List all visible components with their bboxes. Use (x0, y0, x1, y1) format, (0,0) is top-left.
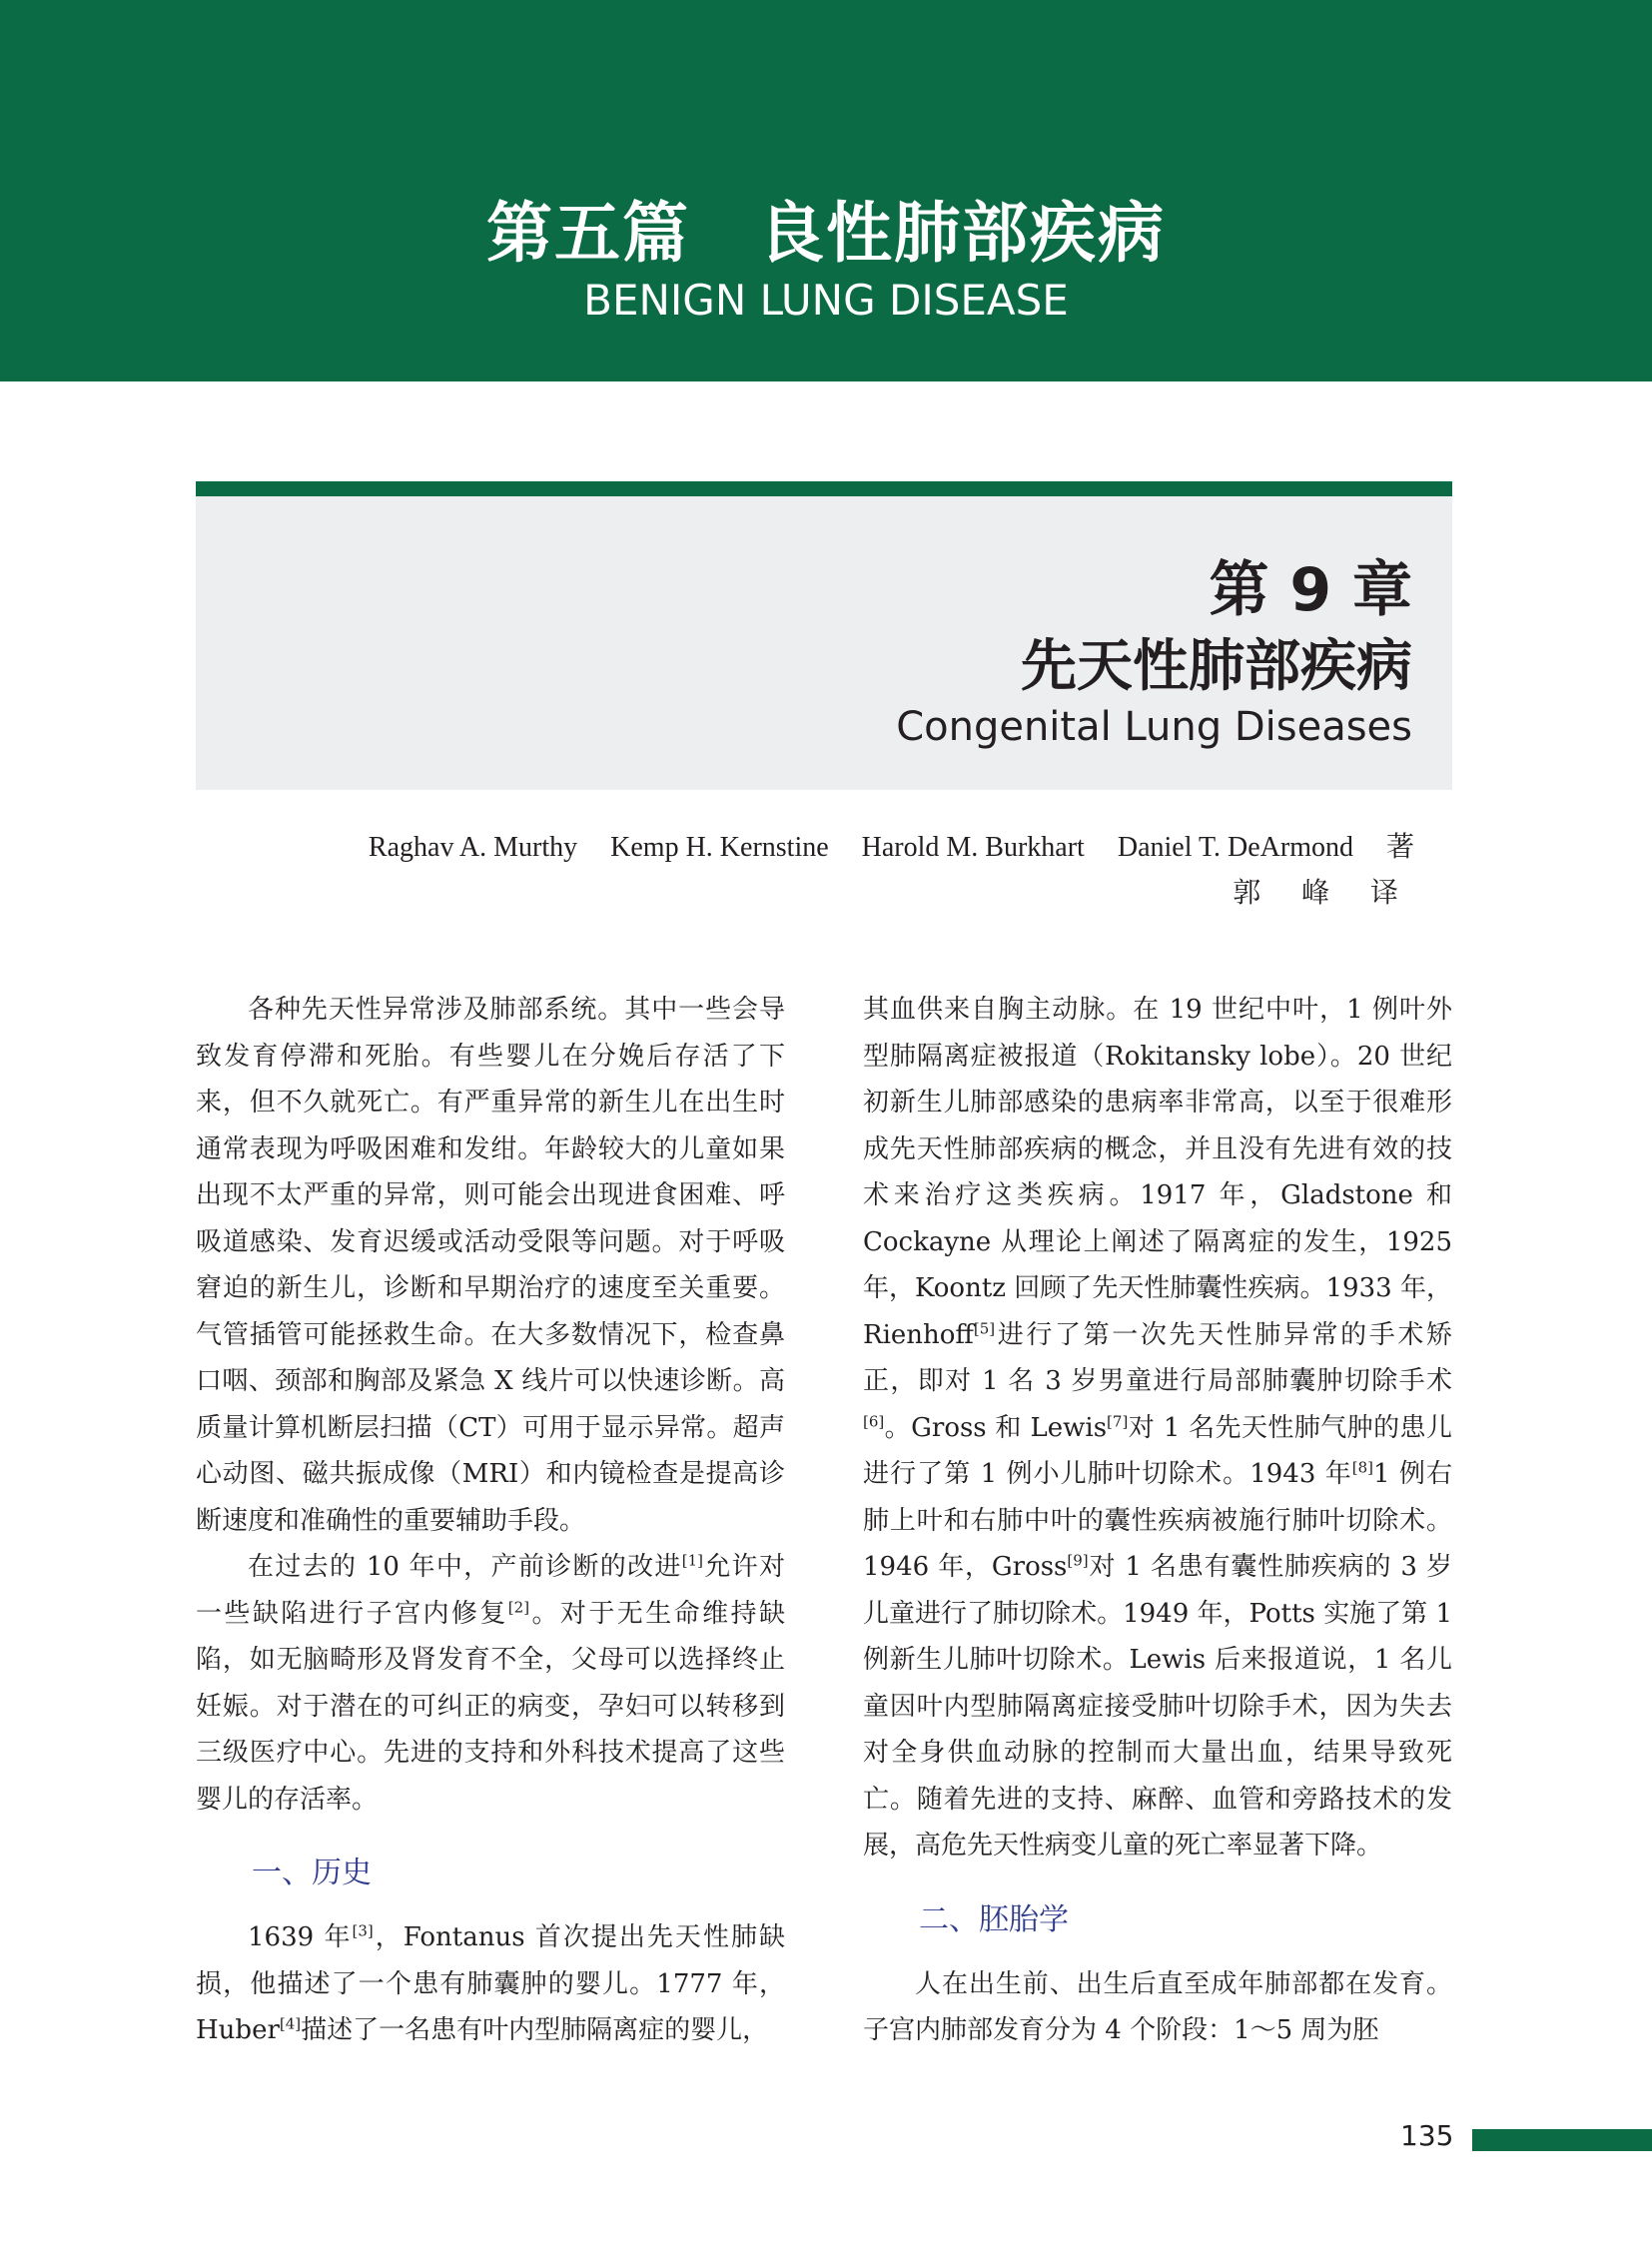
citation: [7] (1107, 1411, 1129, 1430)
chapter-header (196, 496, 1452, 790)
part-banner (0, 0, 1652, 381)
citation: [6] (863, 1411, 885, 1430)
right-column (863, 987, 1452, 2054)
chapter-number: 第 9 章 (1209, 555, 1412, 625)
author-name: Kemp H. Kernstine (610, 832, 829, 863)
author-name: Daniel T. DeArmond (1117, 832, 1353, 863)
author-name: Harold M. Burkhart (861, 832, 1085, 863)
citation: [8] (1351, 1458, 1374, 1477)
citation: [9] (1067, 1551, 1089, 1570)
section-heading: 一、历史 (252, 1856, 372, 1890)
citation: [5] (973, 1318, 996, 1337)
translator-line: 郭 峰 译 (1233, 876, 1414, 909)
chapter-title: 先天性肺部疾病 (1021, 634, 1412, 699)
citation: [3] (352, 1921, 374, 1940)
page-number-bar (1472, 2129, 1652, 2151)
paragraph: 人在出生前、出生后直至成年肺部都在发育。子宫内肺部发育分为 4 个阶段：1～5 周为胚 (863, 1968, 1452, 2045)
paragraph: 1639 年[3]，Fontanus 首次提出先天性肺缺损，他描述了一个患有肺囊肿的婴儿。1777 年，Huber[4]描述了一名患有叶内型肺隔离症的婴儿， (196, 1921, 785, 2045)
paragraph: 各种先天性异常涉及肺部系统。其中一些会导致发育停滞和死胎。有些婴儿在分娩后存活了下来，但不久就死亡。有严重异常的新生儿在出生时通常表现为呼吸困难和发绀。年龄较大的儿童如果出现不太严重的异常，则可能会出现进食困难、呼吸道感染、发育迟缓或活动受限等问题。对于呼吸窘迫的新生儿，诊断和早期治疗的速度至关重要。气管插管可能拯救生命。在大多数情况下，检查鼻口咽、颈部和胸部及紧急 X 线片可以快速诊断。高质量计算机断层扫描（CT）可用于显示异常。超声心动图、磁共振成像（MRI）和内镜检查是提高诊断速度和准确性的重要辅助手段。 (196, 995, 785, 1536)
paragraph: 其血供来自胸主动脉。在 19 世纪中叶，1 例叶外型肺隔离症被报道（Rokitansky lobe）。20 世纪初新生儿肺部感染的患病率非常高，以至于很难形成先天性肺部疾病的概念，并且没有先进有效的技术来治疗这类疾病。1917 年，Gladstone 和 Cockayne 从理论上阐述了隔离症的发生，1925 年，Koontz 回顾了先天性肺囊性疾病。1933 年，Rienhoff[5]进行了第一次先天性肺异常的手术矫正，即对 1 名 3 岁男童进行局部肺囊肿切除手术[6]。Gross 和 Lewis[7]对 1 名先天性肺气肿的患儿进行了第 1 例小儿肺叶切除术。1943 年[8]1 例右肺上叶和右肺中叶的囊性疾病被施行肺叶切除术。1946 年，Gross[9]对 1 名患有囊性肺疾病的 3 岁儿童进行了肺切除术。1949 年，Potts 实施了第 1 例新生儿肺叶切除术。Lewis 后来报道说，1 名儿童因叶内型肺隔离症接受肺叶切除手术，因为失去对全身供血动脉的控制而大量出血，结果导致死亡。随着先进的支持、麻醉、血管和旁路技术的发展，高危先天性病变儿童的死亡率显著下降。 (863, 995, 1452, 1861)
part-title: 第五篇 良性肺部疾病 (486, 195, 1166, 272)
citation: [2] (507, 1597, 530, 1616)
section-heading: 二、胚胎学 (919, 1901, 1069, 1937)
author-line (343, 825, 1414, 865)
paragraph: 在过去的 10 年中，产前诊断的改进[1]允许对一些缺陷进行子宫内修复[2]。对于无生命维持缺陷，如无脑畸形及肾发育不全，父母可以选择终止妊娠。对于潜在的可纠正的病变，孕妇可以转移到三级医疗中心。先进的支持和外科技术提高了这些婴儿的存活率。 (196, 1551, 785, 1815)
citation: [1] (681, 1551, 704, 1570)
left-column (196, 987, 785, 2054)
chapter-accent-bar (196, 481, 1452, 496)
page-number: 135 (1400, 2119, 1454, 2152)
author-role: 著 (1385, 832, 1414, 863)
part-subtitle: BENIGN LUNG DISEASE (583, 276, 1069, 325)
citation: [4] (279, 2014, 302, 2033)
chapter-title-english: Congenital Lung Diseases (896, 704, 1412, 750)
author-name: Raghav A. Murthy (368, 832, 578, 863)
